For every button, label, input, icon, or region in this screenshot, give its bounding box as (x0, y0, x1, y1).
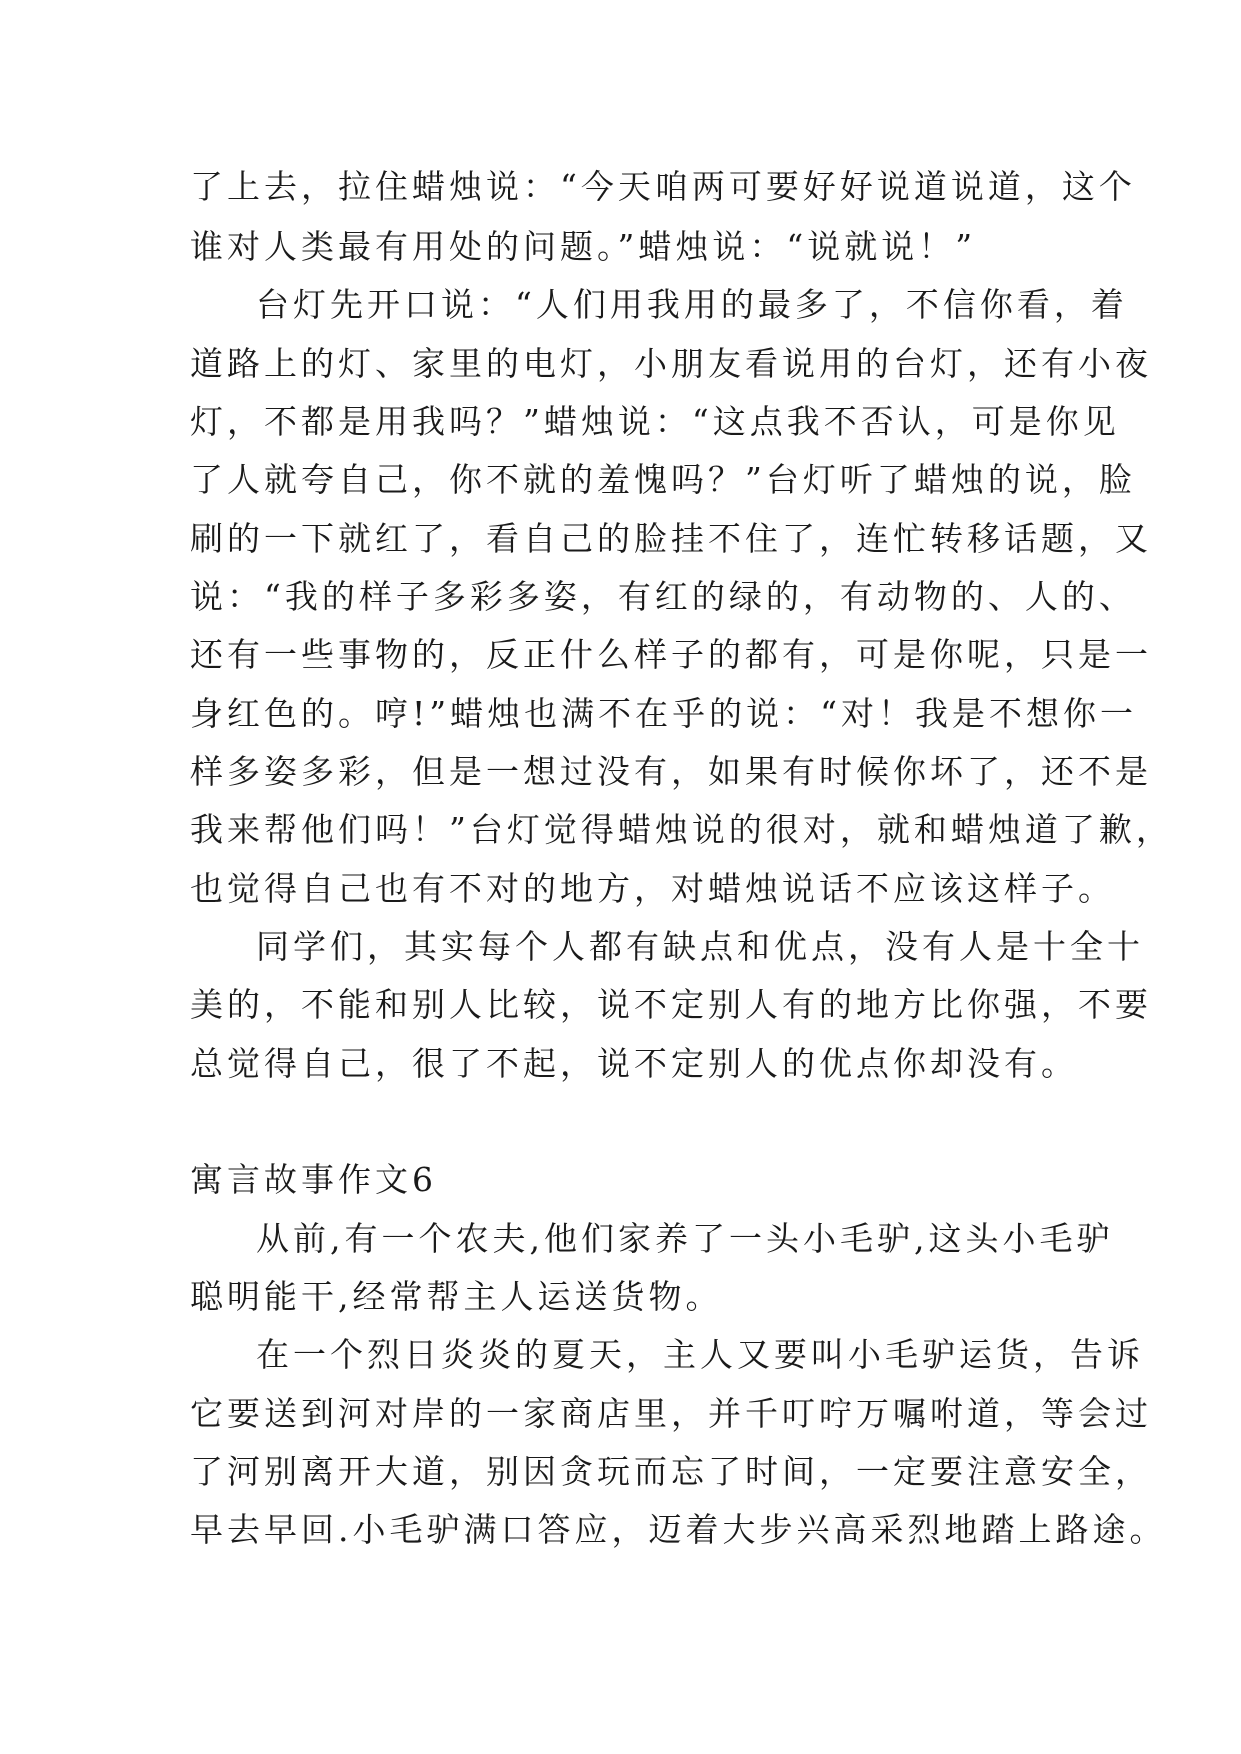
text-line: 从前,有一个农夫,他们家养了一头小毛驴,这头小毛驴 (256, 1219, 1114, 1258)
text-line: 了河别离开大道，别因贪玩而忘了时间，一定要注意安全， (190, 1452, 1152, 1491)
text-line: 早去早回.小毛驴满口答应，迈着大步兴高采烈地踏上路途。 (190, 1510, 1167, 1549)
text-line: 它要送到河对岸的一家商店里，并千叮咛万嘱咐道，等会过 (190, 1394, 1152, 1433)
text-line: 说：“我的样子多彩多姿，有红的绿的，有动物的、人的、 (190, 577, 1136, 616)
text-line: 聪明能干,经常帮主人运送货物。 (190, 1277, 723, 1316)
text-line: 还有一些事物的，反正什么样子的都有，可是你呢，只是一 (190, 635, 1152, 674)
text-line: 灯，不都是用我吗？”蜡烛说：“这点我不否认，可是你见 (190, 402, 1120, 441)
text-line: 了上去，拉住蜡烛说：“今天咱两可要好好说道说道，这个 (190, 167, 1136, 206)
text-line: 身红色的。哼!”蜡烛也满不在乎的说：“对！我是不想你一 (190, 694, 1138, 733)
text-line: 总觉得自己，很了不起，说不定别人的优点你却没有。 (190, 1044, 1078, 1083)
text-line: 我来帮他们吗！”台灯觉得蜡烛说的很对，就和蜡烛道了歉， (190, 810, 1173, 849)
text-line: 在一个烈日炎炎的夏天，主人又要叫小毛驴运货，告诉 (256, 1335, 1144, 1374)
text-line: 台灯先开口说：“人们用我用的最多了，不信你看，着 (256, 285, 1128, 324)
text-line: 谁对人类最有用处的问题。”蜡烛说：“说就说！” (190, 227, 977, 266)
text-line: 样多姿多彩，但是一想过没有，如果有时候你坏了，还不是 (190, 752, 1152, 791)
text-line: 美的，不能和别人比较，说不定别人有的地方比你强，不要 (190, 985, 1152, 1024)
text-line: 道路上的灯、家里的电灯，小朋友看说用的台灯，还有小夜 (190, 344, 1152, 383)
text-line: 刷的一下就红了，看自己的脸挂不住了，连忙转移话题，又 (190, 519, 1152, 558)
text-line: 也觉得自己也有不对的地方，对蜡烛说话不应该这样子。 (190, 869, 1115, 908)
text-line: 同学们，其实每个人都有缺点和优点，没有人是十全十 (256, 927, 1144, 966)
section-heading: 寓言故事作文6 (190, 1160, 437, 1199)
text-line: 了人就夸自己，你不就的羞愧吗？”台灯听了蜡烛的说，脸 (190, 460, 1136, 499)
